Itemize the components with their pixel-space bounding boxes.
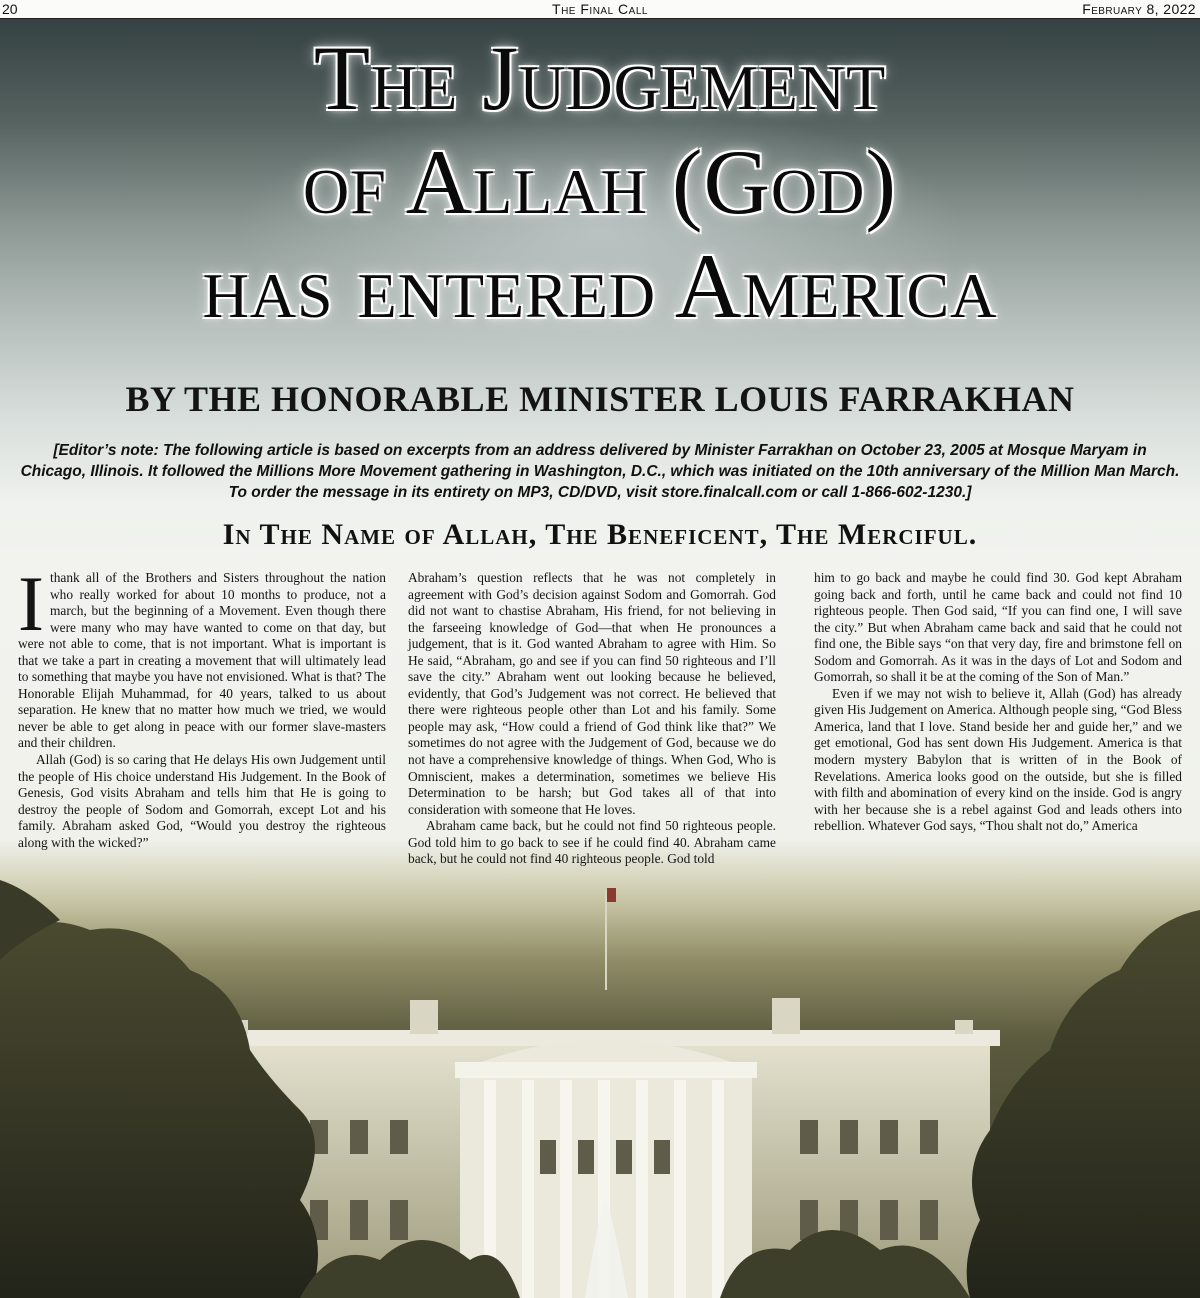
- article-column-1: [18, 560, 386, 851]
- paragraph: Abraham came back, but he could not find 50 righteous people. God told him to go back to see if he could find 40. Abraham came back, but he could not find 40 righteous people. God told: [408, 818, 776, 867]
- editors-note: [Editor’s note: The following article is based on excerpts from an address delivered by Minister Farrakhan on October 23, 2005 at Mosque Maryam in Chicago, Illinois. It followed the Millions More Movement gathering in Washington, D.C., which was initiated on the 10th anniversary of the Million Man March. To order the message in its entirety on MP3, CD/DVD, visit store.finalcall.com or call 1-866-602-1230.]: [20, 442, 1180, 501]
- paragraph: him to go back and maybe he could find 30. God kept Abraham going back and forth, until he came back and could not find 10 righteous people. Then God said, “If you can find one, I will save the city.” But when Abraham came back and said that he could not find one, the Bible says “on that very day, fire and brimstone fell on Sodom and Gomorrah. As it was in the days of Lot and Sodom and Gomorrah, so shall it be at the coming of the Son of Man.”: [814, 570, 1182, 685]
- byline: BY THE HONORABLE MINISTER LOUIS FARRAKHAN: [125, 379, 1075, 419]
- white-house-photo: [0, 880, 1200, 1298]
- paragraph-text: thank all of the Brothers and Sisters throughout the nation who really worked for about 10 months to produce, not a march, but the beginning of a Movement. Even though there were many who may have wanted to come on that day, but were not able to come, that is not important. What is important is that we take a part in creating a movement that will ultimately lead to something that maybe you have not envisioned. What is that? The Honorable Elijah Muhammad, for 40 years, talked to us about separation. He knew that no matter how much we tried, we would never be able to get along in peace with our former slave-masters and their children.: [18, 570, 386, 751]
- article-column-2: [408, 570, 776, 868]
- paper-name: The Final Call: [552, 1, 648, 17]
- article-column-3: [814, 570, 1182, 835]
- drop-cap: I: [18, 560, 44, 647]
- page-number: 20: [2, 1, 18, 17]
- paragraph: Even if we may not wish to believe it, Allah (God) has already given His Judgement on America. Although people sing, “God Bless America, land that I love. Stand beside her and guide her,” and we get emotional, God has sent down His Judgement. America is that modern mystery Babylon that is written of in the Book of Revelations. America looks good on the outside, but she is filled with filth and abomination of every kind on the inside. God is angry with her because she is a rebel against God and leads others into rebellion. Whatever God says, “Thou shalt not do,” America: [814, 685, 1182, 834]
- issue-date: February 8, 2022: [1082, 1, 1196, 17]
- paragraph: [18, 560, 386, 752]
- headline-line-1: The Judgement: [313, 27, 887, 129]
- headline: [0, 26, 1200, 338]
- paragraph: Abraham’s question reflects that he was not completely in agreement with God’s decision against Sodom and Gomorrah. God did not want to chastise Abraham, His friend, for not believing in the farseeing knowledge of God—that when He pronounces a judgement, that is it. God wanted Abraham to agree with Him. So He said, “Abraham, go and see if you can find 50 righteous and I’ll save the city.” Abraham went out looking because he believed, evidently, that God’s Judgement was not correct. He believed that there were righteous people other than Lot and his family. Some people may ask, “How could a friend of God think like that?” We sometimes do not agree with the Judgement of God, because we do not have a comprehensive knowledge of things. When God, Who is Omniscient, makes a determination, sometimes we believe His Determination to be harsh; but God takes all of that into consideration with someone that He loves.: [408, 570, 776, 817]
- headline-line-2: of Allah (God): [303, 131, 897, 233]
- page-header: [0, 0, 1200, 19]
- salutation: In The Name of Allah, The Beneficent, The Merciful.: [222, 518, 978, 551]
- paragraph: Allah (God) is so caring that He delays His own Judgement until the people of His choice understand His Judgement. In the Book of Genesis, God visits Abraham and tells him that He is going to destroy the people of Sodom and Gomorrah, except Lot and his family. Abraham asked God, “Would you destroy the righteous along with the wicked?”: [18, 752, 386, 850]
- headline-line-3: has entered America: [202, 235, 998, 337]
